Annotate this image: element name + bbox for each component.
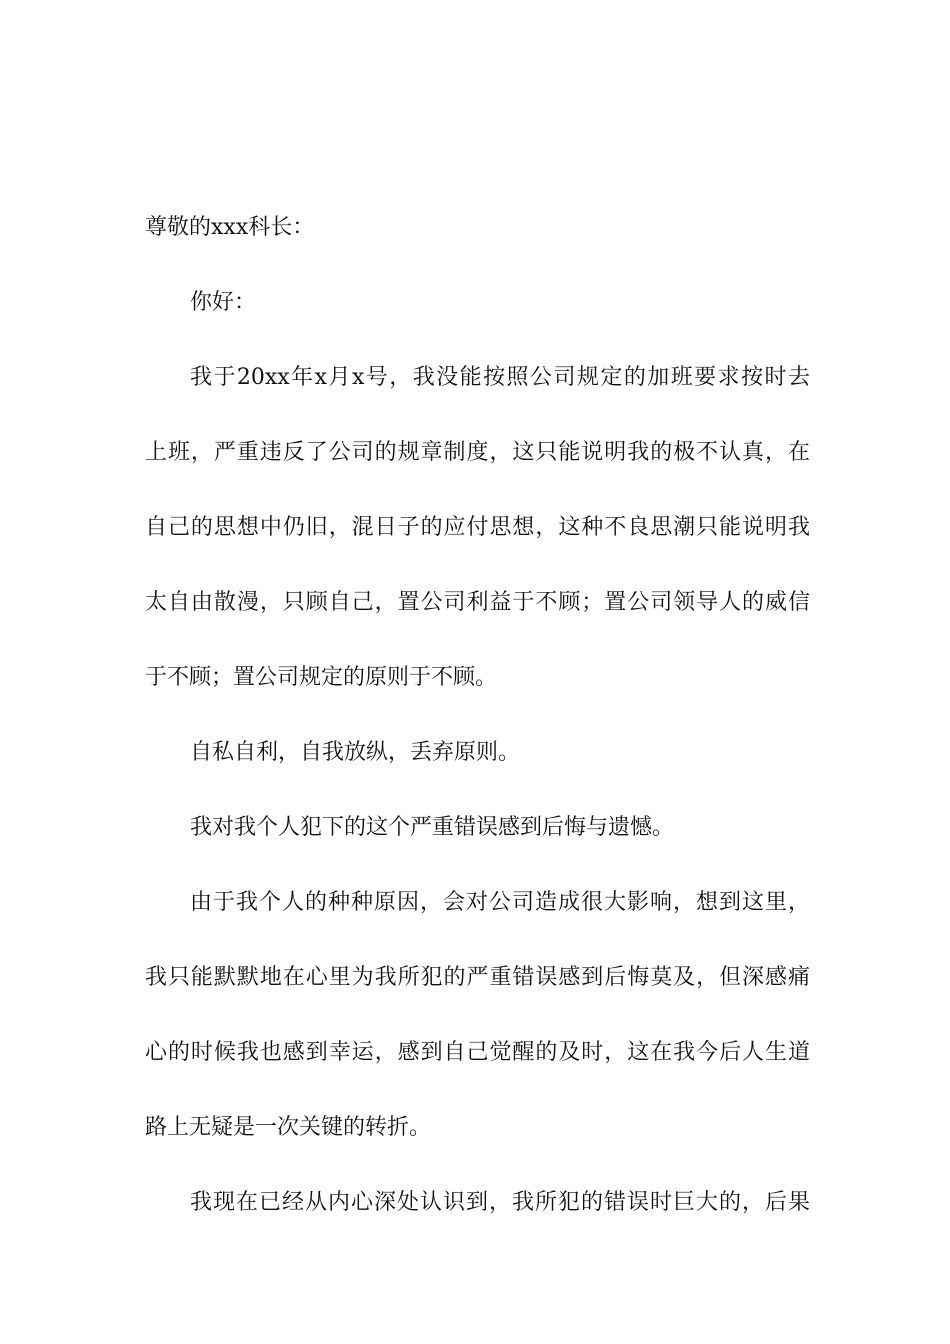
- paragraph-line: 我于20xx年x月x号，我没能按照公司规定的加班要求按时去: [190, 365, 810, 390]
- greeting: 你好：: [190, 290, 257, 315]
- paragraph-line: 自私自利，自我放纵，丢弃原则。: [190, 740, 521, 765]
- salutation: 尊敬的xxx科长：: [145, 215, 315, 240]
- paragraph-line: 我只能默默地在心里为我所犯的严重错误感到后悔莫及，但深感痛: [145, 965, 810, 990]
- paragraph-line: 心的时候我也感到幸运，感到自己觉醒的及时，这在我今后人生道: [145, 1040, 810, 1065]
- paragraph-line: 自己的思想中仍旧，混日子的应付思想，这种不良思潮只能说明我: [145, 515, 810, 540]
- paragraph-line: 我现在已经从内心深处认识到，我所犯的错误时巨大的，后果: [190, 1190, 810, 1215]
- paragraph-line: 路上无疑是一次关键的转折。: [145, 1115, 432, 1140]
- paragraph-line: 于不顾；置公司规定的原则于不顾。: [145, 665, 498, 690]
- paragraph-line: 由于我个人的种种原因，会对公司造成很大影响，想到这里，: [190, 890, 810, 915]
- paragraph-line: 太自由散漫，只顾自己，置公司利益于不顾；置公司领导人的威信: [145, 590, 810, 615]
- paragraph-line: 我对我个人犯下的这个严重错误感到后悔与遗憾。: [190, 815, 675, 840]
- paragraph-line: 上班，严重违反了公司的规章制度，这只能说明我的极不认真，在: [145, 440, 810, 465]
